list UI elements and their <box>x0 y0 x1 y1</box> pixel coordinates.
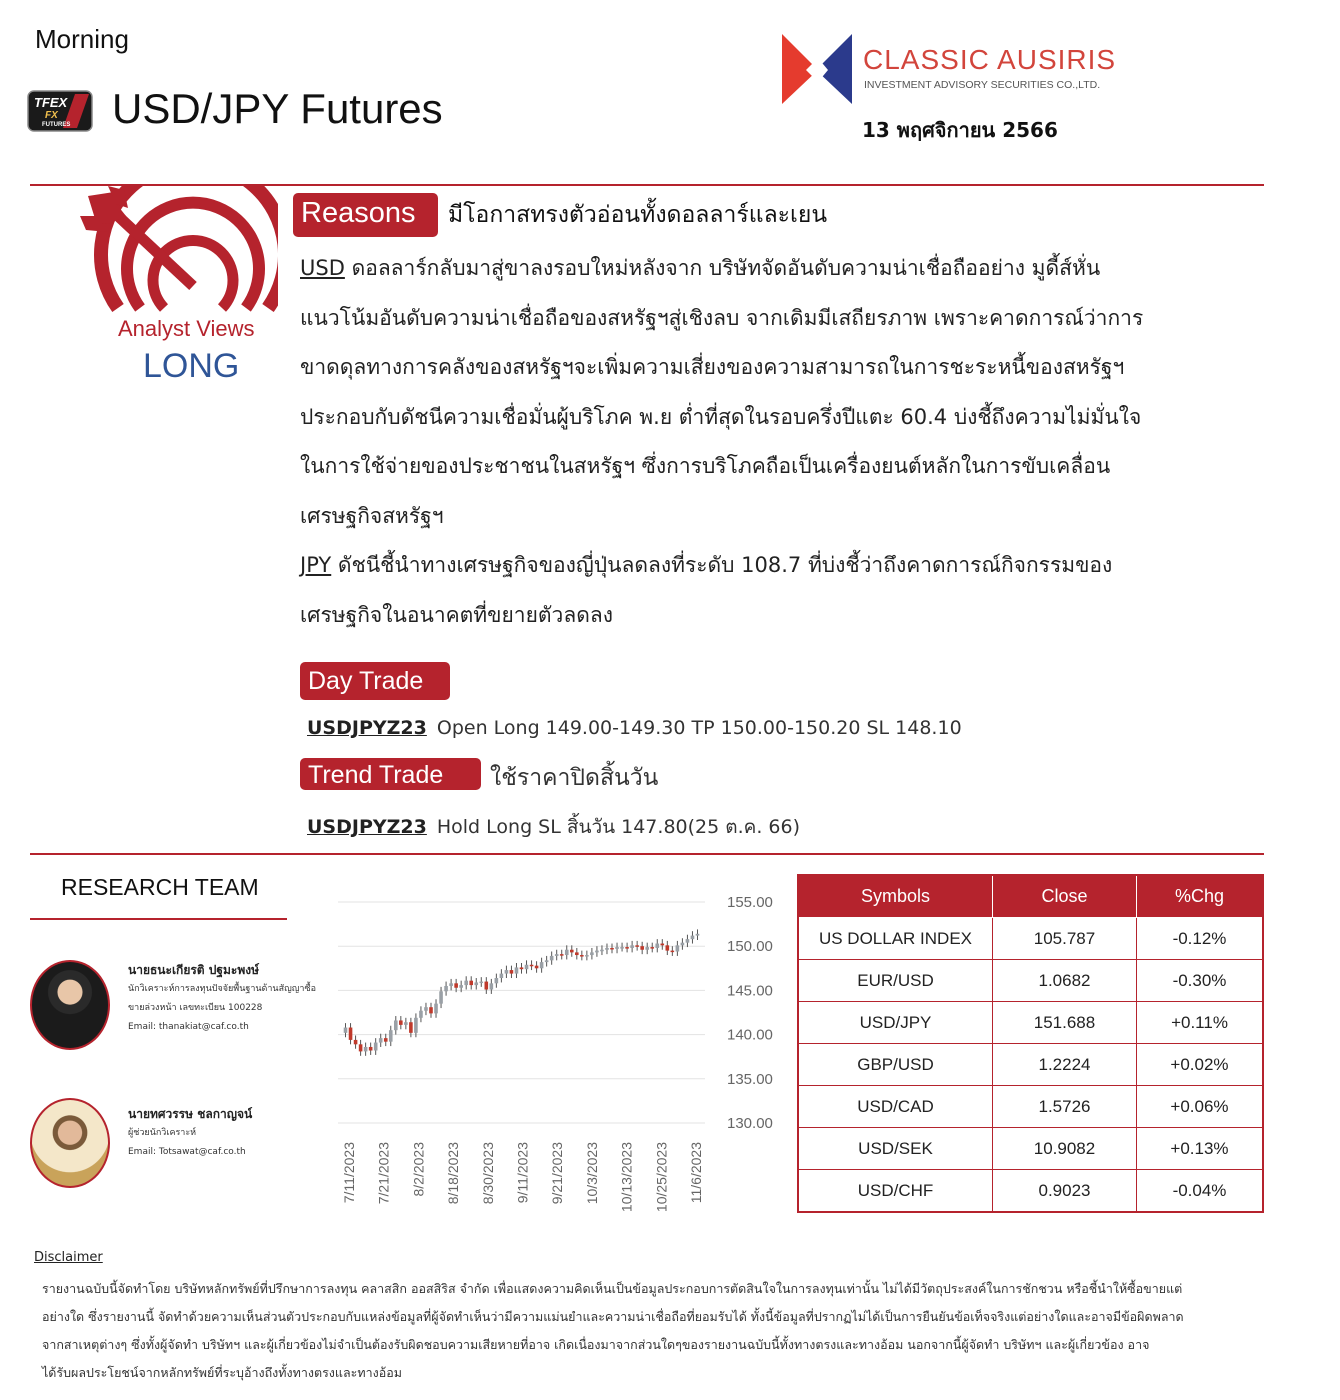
company-subtitle: INVESTMENT ADVISORY SECURITIES CO.,LTD. <box>864 79 1101 91</box>
candle-body <box>635 945 639 947</box>
usdjpy-candlestick-chart <box>320 880 790 1220</box>
cell-chg: +0.13% <box>1137 1128 1264 1170</box>
usd-line-0: USD ดอลลาร์กลับมาสู่ขาลงรอบใหม่หลังจาก บริษัทจัดอันดับความน่าเชื่อถืออย่าง มูดี้ส์หั่น <box>300 256 1101 280</box>
analyst-views-label: Analyst Views <box>118 316 255 341</box>
day-trade-symbol: USDJPYZ23 <box>307 717 427 739</box>
candle-body <box>580 955 584 957</box>
cell-symbol: USD/JPY <box>798 1002 993 1044</box>
page-title: USD/JPY Futures <box>112 85 443 132</box>
cell-symbol: US DOLLAR INDEX <box>798 918 993 960</box>
candle-body <box>686 939 690 943</box>
table-row <box>798 1086 1263 1128</box>
x-tick-label: 7/21/2023 <box>375 1142 392 1205</box>
cell-symbol: GBP/USD <box>798 1044 993 1086</box>
usd-line-3: ประกอบกับดัชนีความเชื่อมั่นผู้บริโภค พ.ย ต่ำที่สุดในรอบครึ่งปีแตะ 60.4 บ่งชี้ถึงความไม่มั่นใจ <box>300 404 1142 429</box>
cell-chg: +0.02% <box>1137 1044 1264 1086</box>
trend-trade-tag: Trend Trade <box>300 758 481 790</box>
candle-body <box>565 950 569 955</box>
cell-chg: -0.30% <box>1137 960 1264 1002</box>
member-name: นายธนะเกียรติ ปฐมะพงษ์ <box>128 963 260 977</box>
candle-body <box>540 962 544 968</box>
member-email: Email: thanakiat@caf.co.th <box>128 1022 249 1032</box>
candle-body <box>560 954 564 956</box>
candle-body <box>570 950 574 953</box>
analyst-view-value: LONG <box>143 347 240 385</box>
cell-chg: -0.12% <box>1137 918 1264 960</box>
target-arrow-icon <box>78 186 278 316</box>
disclaimer-title: Disclaimer <box>34 1250 103 1265</box>
day-trade-tag: Day Trade <box>300 662 450 700</box>
candle-body <box>595 951 599 953</box>
candle-body <box>459 985 463 988</box>
candle-body <box>414 1018 418 1033</box>
candle-body <box>424 1007 428 1011</box>
tfex-logo <box>27 90 93 132</box>
candle-body <box>555 954 559 956</box>
disclaimer-line: รายงานฉบับนี้จัดทำโดย บริษัทหลักทรัพย์ที่ปรึกษาการลงทุน คลาสสิก ออสสิริส จำกัด เพื่อแสดงความคิดเห็นเป็นข้อมูลประกอบการตัดสินใจในการลงทุนเท่านั้น ไม่ได้มีวัตถุประสงค์ในการชักชวน หรือชี้นำให้ซื้อขายแต่ <box>42 1281 1183 1296</box>
x-tick-label: 7/11/2023 <box>341 1142 357 1204</box>
avatar <box>30 960 110 1050</box>
reasons-headline: มีโอกาสทรงตัวอ่อนทั้งดอลลาร์และเยน <box>448 202 828 228</box>
candle-body <box>444 986 448 991</box>
x-tick-label: 9/11/2023 <box>514 1142 531 1204</box>
member-role: ผู้ช่วยนักวิเคราะห์ <box>128 1128 197 1138</box>
candle-body <box>655 944 659 948</box>
header-symbols: Symbols <box>798 875 993 918</box>
candle-body <box>474 982 478 985</box>
candle-body <box>374 1043 378 1051</box>
candle-body <box>660 944 664 946</box>
y-tick-label: 150.00 <box>727 938 773 956</box>
candle-body <box>530 965 534 967</box>
candle-body <box>490 983 494 989</box>
cell-symbol: USD/SEK <box>798 1128 993 1170</box>
cell-symbol: USD/CHF <box>798 1170 993 1213</box>
candle-body <box>469 981 473 985</box>
candle-body <box>630 945 634 948</box>
candle-body <box>645 947 649 950</box>
cell-symbol: USD/CAD <box>798 1086 993 1128</box>
member-email: Email: Totsawat@caf.co.th <box>128 1147 246 1157</box>
candle-body <box>671 951 675 953</box>
disclaimer-line: ได้รับผลประโยชน์จากหลักทรัพย์ที่ระบุอ้างถึงทั้งทางตรงและทางอ้อม <box>42 1365 402 1380</box>
cell-close: 1.2224 <box>993 1044 1137 1086</box>
usd-paragraph <box>300 244 1280 640</box>
candle-body <box>650 947 654 949</box>
tfex-logo-text: TFEX <box>34 95 68 110</box>
member-role: นักวิเคราะห์การลงทุนปัจจัยพื้นฐานด้านสัญญาซื้อ <box>128 984 316 994</box>
candle-body <box>605 948 609 950</box>
candle-body <box>625 947 629 949</box>
usd-line-5: เศรษฐกิจสหรัฐฯ <box>300 503 444 528</box>
candle-body <box>550 956 554 960</box>
member-1-info <box>128 961 328 1037</box>
trend-trade-note: ใช้ราคาปิดสิ้นวัน <box>490 765 659 791</box>
x-tick-label: 8/2/2023 <box>410 1142 427 1197</box>
candle-body <box>349 1028 353 1040</box>
candle-body <box>600 950 604 952</box>
x-tick-label: 8/30/2023 <box>479 1142 496 1205</box>
symbols-table <box>797 874 1264 1213</box>
candle-body <box>666 945 670 950</box>
x-tick-label: 10/25/2023 <box>653 1142 670 1213</box>
candle-body <box>479 982 483 984</box>
candle-body <box>379 1038 383 1042</box>
disclaimer-text <box>42 1275 1282 1387</box>
candle-body <box>399 1020 403 1024</box>
candle-body <box>590 952 594 955</box>
candle-body <box>681 943 685 946</box>
x-tick-label: 11/6/2023 <box>688 1142 704 1204</box>
y-tick-label: 140.00 <box>727 1026 773 1044</box>
usd-line-1: แนวโน้มอันดับความน่าเชื่อถือของสหรัฐฯสู่เชิงลบ จากเดิมมีเสถียรภาพ เพราะคาดการณ์ว่าการ <box>300 305 1144 330</box>
candle-body <box>495 978 499 983</box>
candle-body <box>454 983 458 987</box>
cell-chg: -0.04% <box>1137 1170 1264 1213</box>
company-name: CLASSIC AUSIRIS <box>863 44 1117 75</box>
table-row <box>798 960 1263 1002</box>
candle-body <box>500 974 504 978</box>
member-role-2: ขายล่วงหน้า เลขทะเบียน 100228 <box>128 1003 263 1013</box>
y-tick-label: 155.00 <box>727 894 773 911</box>
candle-body <box>429 1007 433 1013</box>
usd-label: USD <box>300 256 345 280</box>
candle-body <box>394 1020 398 1030</box>
trend-trade-symbol: USDJPYZ23 <box>307 816 427 838</box>
candle-body <box>535 966 539 969</box>
candle-body <box>676 945 680 951</box>
usd-line-4: ในการใช้จ่ายของประชาชนในสหรัฐฯ ซึ่งการบริโภคถือเป็นเครื่องยนต์หลักในการขับเคลื่อน <box>300 454 1111 478</box>
y-tick-label: 130.00 <box>727 1115 773 1132</box>
disclaimer-line: จากสาเหตุต่างๆ ซึ่งทั้งผู้จัดทำ บริษัทฯ และผู้เกี่ยวข้องไม่จำเป็นต้องรับผิดชอบความเสียหายที่อาจ เกิดเนื่องมาจากส่วนใดๆของรายงานฉบับนี้ทั้งทางตรงและทางอ้อม นอกจากนี้ผู้จัดทำ บริษัทฯ และผู้เกี่ยวข้อง อาจ <box>42 1337 1150 1352</box>
candle-body <box>369 1047 373 1051</box>
report-date: 13 พฤศจิกายน 2566 <box>862 118 1058 142</box>
cell-chg: +0.06% <box>1137 1086 1264 1128</box>
candle-body <box>404 1022 408 1025</box>
research-team-underline <box>30 918 287 920</box>
disclaimer-line: อย่างใด ซึ่งรายงานนี้ จัดทำด้วยความเห็นส่วนตัวประกอบกับแหล่งข้อมูลที่ผู้จัดทำเห็นว่ามีความแม่นยำและความน่าเชื่อถือที่ยอมรับได้ ทั้งนี้ข้อมูลที่ปรากฏไม่ได้เป็นการยืนยันข้อเท็จจริงแต่อย่างใดและอาจมีข้อผิดพลาด <box>42 1309 1184 1324</box>
table-row <box>798 1044 1263 1086</box>
candle-body <box>344 1028 348 1033</box>
candle-body <box>384 1038 388 1042</box>
y-tick-label: 145.00 <box>727 982 773 1000</box>
cell-chg: +0.11% <box>1137 1002 1264 1044</box>
candle-body <box>585 955 589 957</box>
member-name: นายทศวรรษ ชลกาญจน์ <box>128 1107 253 1121</box>
cell-close: 0.9023 <box>993 1170 1137 1213</box>
candle-body <box>620 947 624 949</box>
cell-close: 1.5726 <box>993 1086 1137 1128</box>
candle-body <box>439 991 443 1003</box>
candle-body <box>520 967 524 969</box>
divider-mid <box>30 853 1264 855</box>
cell-close: 105.787 <box>993 918 1137 960</box>
candle-body <box>505 970 509 974</box>
candle-body <box>691 936 695 940</box>
reasons-tag: Reasons <box>293 193 438 237</box>
candle-body <box>640 946 644 950</box>
day-trade-text: Open Long 149.00-149.30 TP 150.00-150.20 SL 148.10 <box>436 717 962 739</box>
jpy-line-0: JPY ดัชนีชี้นำทางเศรษฐกิจของญี่ปุ่นลดลงที่ระดับ 108.7 ที่บ่งชี้ว่าถึงคาดการณ์กิจกรรมของ <box>300 553 1113 577</box>
candle-body <box>364 1047 368 1051</box>
svg-text:FX: FX <box>45 110 58 121</box>
candle-body <box>434 1004 438 1014</box>
table-header-row <box>798 875 1263 918</box>
x-tick-label: 10/3/2023 <box>583 1142 600 1205</box>
x-tick-label: 8/18/2023 <box>445 1142 462 1205</box>
table-row <box>798 1170 1263 1213</box>
cell-close: 151.688 <box>993 1002 1137 1044</box>
candle-body <box>610 948 614 950</box>
candle-body <box>515 967 519 973</box>
usd-line-2: ขาดดุลทางการคลังของสหรัฐฯจะเพิ่มความเสี่ยงของความสามารถในการชะระหนี้ของสหรัฐฯ <box>300 355 1125 379</box>
candle-body <box>696 934 700 936</box>
jpy-label: JPY <box>300 553 332 577</box>
svg-text:FUTURES: FUTURES <box>42 122 71 128</box>
candle-body <box>615 947 619 949</box>
company-logo-icon <box>782 34 852 104</box>
morning-label: Morning <box>35 24 129 54</box>
x-tick-label: 9/21/2023 <box>549 1142 566 1205</box>
cell-close: 1.0682 <box>993 960 1137 1002</box>
candle-body <box>359 1044 363 1051</box>
avatar <box>30 1098 110 1188</box>
cell-close: 10.9082 <box>993 1128 1137 1170</box>
candle-body <box>464 981 468 985</box>
member-2-info <box>128 1105 328 1162</box>
header-close: Close <box>993 875 1137 918</box>
table-row <box>798 918 1263 960</box>
table-row <box>798 1002 1263 1044</box>
y-tick-label: 135.00 <box>727 1070 773 1088</box>
candle-body <box>545 960 549 962</box>
research-team-title: RESEARCH TEAM <box>61 874 259 900</box>
header-chg: %Chg <box>1137 875 1264 918</box>
candle-body <box>354 1040 358 1044</box>
candle-body <box>449 983 453 986</box>
trend-trade-text: Hold Long SL สิ้นวัน 147.80(25 ต.ค. 66) <box>436 816 801 838</box>
candle-body <box>419 1011 423 1018</box>
cell-symbol: EUR/USD <box>798 960 993 1002</box>
jpy-line-1: เศรษฐกิจในอนาคตที่ขยายตัวลดลง <box>300 602 613 627</box>
table-row <box>798 1128 1263 1170</box>
candle-body <box>485 982 489 990</box>
candle-body <box>409 1022 413 1033</box>
x-tick-label: 10/13/2023 <box>618 1142 635 1213</box>
day-trade-line <box>307 717 962 739</box>
candle-body <box>389 1030 393 1041</box>
candle-body <box>525 965 529 969</box>
trend-trade-line <box>307 812 800 842</box>
candle-body <box>575 952 579 955</box>
candle-body <box>510 970 514 974</box>
